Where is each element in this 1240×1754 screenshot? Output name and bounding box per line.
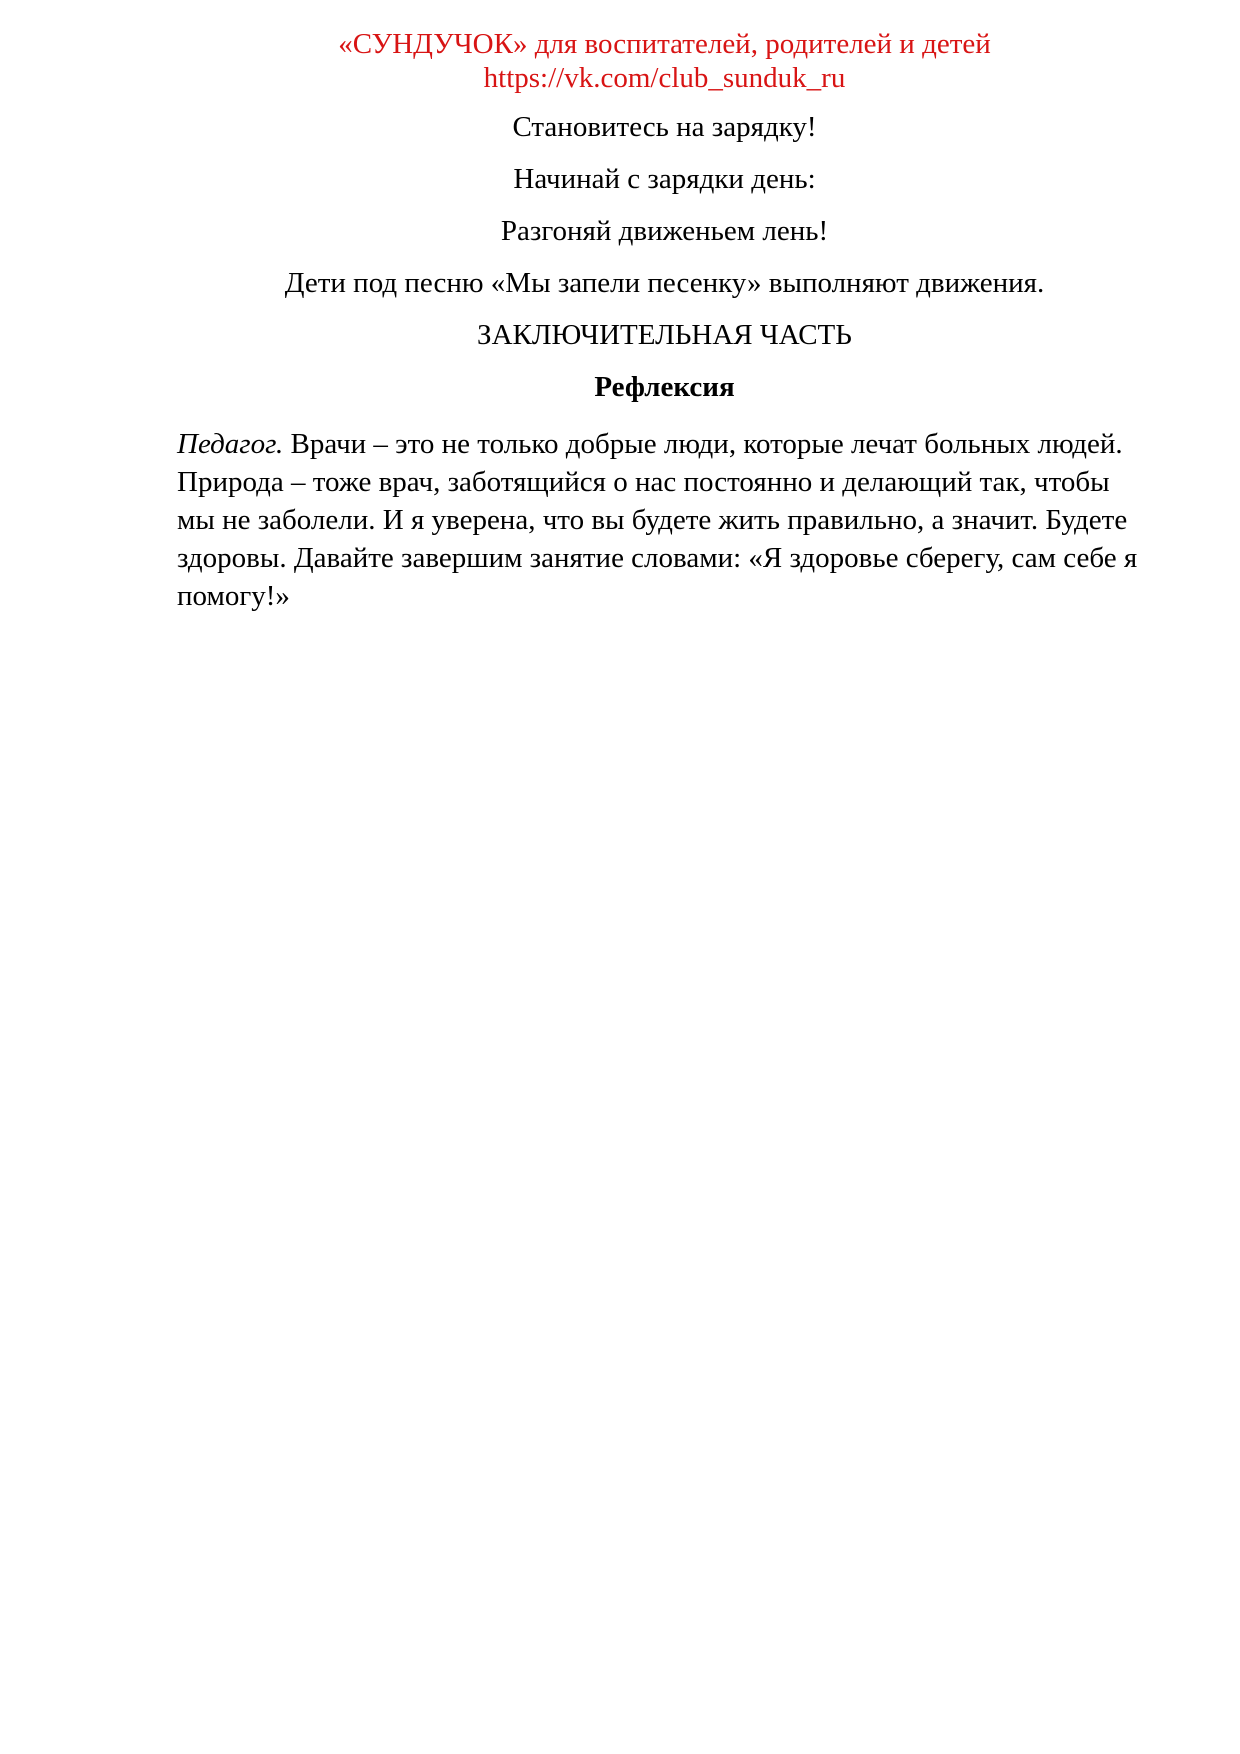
document-header xyxy=(177,27,1152,95)
stanza-line-4: Дети под песню «Мы запели песенку» выполняют движения. xyxy=(284,267,1045,299)
paragraph-lead-italic: Педагог. xyxy=(177,428,284,460)
stanza-line-3: Разгоняй движеньем лень! xyxy=(500,215,829,247)
section-heading: ЗАКЛЮЧИТЕЛЬНАЯ ЧАСТЬ xyxy=(477,319,852,351)
stanza-line-1: Становитесь на зарядку! xyxy=(512,111,817,143)
header-title: «СУНДУЧОК» для воспитателей, родителей и детей xyxy=(338,28,991,60)
subheading-reflection: Рефлексия xyxy=(594,371,735,403)
exercise-stanza xyxy=(177,109,1152,405)
header-url-link[interactable]: https://vk.com/club_sunduk_ru xyxy=(483,62,846,94)
teacher-paragraph xyxy=(177,425,1152,615)
paragraph-text: Врачи – это не только добрые люди, которые лечат больных людей. Природа – тоже врач, заботящийся о нас постоянно и делающий так, чтобы мы не заболели. И я уверена, что вы будете жить правильно, а значит. Будете здоровы. Давайте завершим занятие словами: «Я здоровье сберегу, сам себе я помогу!» xyxy=(177,428,1138,612)
stanza-line-2: Начинай с зарядки день: xyxy=(513,163,816,195)
